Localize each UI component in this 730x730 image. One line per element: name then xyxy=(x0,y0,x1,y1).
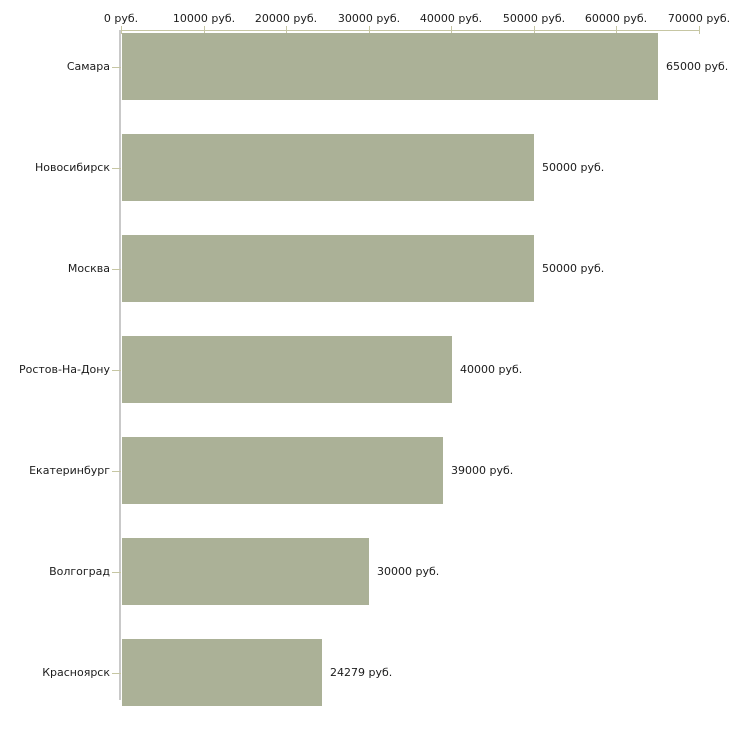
value-label: 50000 руб. xyxy=(542,160,605,174)
x-tick-mark xyxy=(699,26,700,34)
bar-5 xyxy=(122,538,369,605)
bar-1 xyxy=(122,134,534,201)
x-tick-label: 60000 руб. xyxy=(584,12,648,25)
category-tick-mark xyxy=(112,673,121,674)
category-label: Ростов-На-Дону xyxy=(18,362,110,376)
x-tick-label: 30000 руб. xyxy=(337,12,401,25)
bar-6 xyxy=(122,639,322,706)
category-label: Екатеринбург xyxy=(29,463,110,477)
value-label: 65000 руб. xyxy=(666,59,729,73)
x-tick-label: 0 руб. xyxy=(103,12,139,25)
category-label: Самара xyxy=(66,59,110,73)
category-tick-mark xyxy=(112,471,121,472)
x-tick-label: 20000 руб. xyxy=(254,12,318,25)
bar-3 xyxy=(122,336,452,403)
value-label: 39000 руб. xyxy=(451,463,514,477)
category-tick-mark xyxy=(112,168,121,169)
category-tick-mark xyxy=(112,269,121,270)
value-label: 40000 руб. xyxy=(460,362,523,376)
bar-0 xyxy=(122,33,658,100)
value-label: 30000 руб. xyxy=(377,564,440,578)
category-tick-mark xyxy=(112,67,121,68)
category-label: Москва xyxy=(67,261,110,275)
category-tick-mark xyxy=(112,370,121,371)
y-axis-line xyxy=(119,30,121,700)
x-axis-line xyxy=(121,30,699,31)
x-tick-label: 70000 руб. xyxy=(667,12,730,25)
category-label: Красноярск xyxy=(42,665,110,679)
value-label: 50000 руб. xyxy=(542,261,605,275)
category-label: Новосибирск xyxy=(34,160,110,174)
bar-4 xyxy=(122,437,443,504)
category-label: Волгоград xyxy=(49,564,110,578)
x-tick-label: 50000 руб. xyxy=(502,12,566,25)
category-tick-mark xyxy=(112,572,121,573)
x-tick-label: 10000 руб. xyxy=(172,12,236,25)
bar-2 xyxy=(122,235,534,302)
value-label: 24279 руб. xyxy=(330,665,393,679)
x-tick-label: 40000 руб. xyxy=(419,12,483,25)
